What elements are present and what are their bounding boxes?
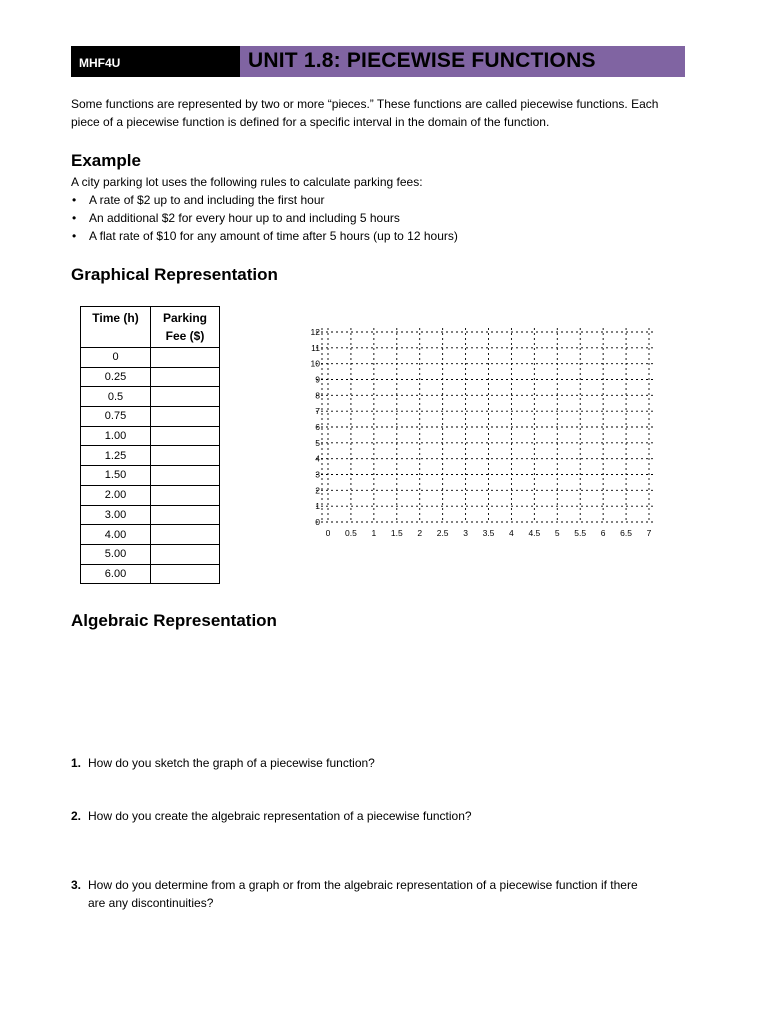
parking-fee-table	[80, 306, 220, 584]
table-row	[81, 407, 220, 427]
fee-cell-blank[interactable]	[151, 564, 220, 584]
time-cell: 0.75	[81, 407, 151, 427]
table-row	[81, 446, 220, 466]
fee-cell-blank[interactable]	[151, 387, 220, 407]
time-cell: 1.00	[81, 426, 151, 446]
example-heading: Example	[71, 151, 141, 170]
time-cell: 4.00	[81, 525, 151, 545]
rule-item: • A flat rate of $10 for any amount of time after 5 hours (up to 12 hours)	[71, 227, 458, 245]
y-tick-label: 12	[310, 327, 320, 337]
question-2	[71, 807, 701, 825]
x-tick-label: 5	[554, 528, 560, 538]
table-row	[81, 348, 220, 368]
table-row	[81, 544, 220, 564]
fee-cell-blank[interactable]	[151, 407, 220, 427]
y-tick-label: 0	[315, 517, 320, 527]
intro-line-2: piece of a piecewise function is defined for a specific interval in the domain of the function.	[71, 115, 550, 129]
table-row	[81, 426, 220, 446]
course-code: MHF4U	[79, 56, 121, 70]
blank-coordinate-grid	[295, 320, 665, 570]
x-tick-label: 1.5	[390, 528, 403, 538]
y-tick-label: 7	[315, 406, 320, 417]
question-text: How do you create the algebraic representation of a piecewise function?	[88, 809, 472, 823]
time-cell: 0	[81, 348, 151, 368]
x-tick-label: 1	[371, 528, 377, 538]
fee-cell-blank[interactable]	[151, 466, 220, 486]
fee-cell-blank[interactable]	[151, 426, 220, 446]
table-row	[81, 466, 220, 486]
y-tick-label: 8	[315, 390, 320, 401]
table-row	[81, 505, 220, 525]
y-tick-label: 2	[315, 485, 320, 496]
y-tick-label: 3	[315, 469, 320, 480]
fee-cell-blank[interactable]	[151, 367, 220, 387]
time-cell: 3.00	[81, 505, 151, 525]
table-row	[81, 525, 220, 545]
question-number: 1.	[71, 756, 82, 770]
question-1	[71, 754, 701, 772]
fee-header-line-1: Parking	[162, 311, 207, 325]
x-tick-label: 7	[646, 528, 652, 538]
fee-cell-blank[interactable]	[151, 544, 220, 564]
table-row	[81, 485, 220, 505]
table-row	[81, 387, 220, 407]
rules-list	[71, 191, 458, 245]
x-tick-label: 3.5	[482, 528, 495, 538]
x-tick-label: 2.5	[436, 528, 449, 538]
x-tick-label: 6	[600, 528, 606, 538]
question-text-continued: are any discontinuities?	[88, 896, 214, 910]
y-tick-label: 11	[311, 342, 320, 353]
time-cell: 6.00	[81, 564, 151, 584]
table-header-row	[81, 307, 220, 348]
page-title: UNIT 1.8: PIECEWISE FUNCTIONS	[248, 49, 596, 72]
fee-cell-blank[interactable]	[151, 505, 220, 525]
fee-cell-blank[interactable]	[151, 446, 220, 466]
time-cell: 0.25	[81, 367, 151, 387]
x-tick-label: 6.5	[620, 528, 632, 538]
x-tick-label: 3	[463, 528, 468, 538]
title-banner	[240, 46, 685, 77]
fee-column-header	[151, 307, 220, 348]
time-cell: 0.5	[81, 387, 151, 407]
question-text: How do you determine from a graph or from the algebraic representation of a piecewise function if there	[88, 878, 638, 892]
x-tick-label: 0.5	[345, 528, 357, 538]
y-tick-label: 10	[310, 358, 320, 369]
table-body	[81, 348, 220, 584]
x-tick-label: 4.5	[528, 528, 541, 538]
table-row	[81, 367, 220, 387]
example-text: A city parking lot uses the following rules to calculate parking fees:	[71, 175, 423, 189]
y-tick-label: 9	[315, 374, 320, 385]
question-text: How do you sketch the graph of a piecewise function?	[88, 756, 375, 770]
rule-item: • An additional $2 for every hour up to and including 5 hours	[71, 209, 458, 227]
time-cell: 1.25	[81, 446, 151, 466]
rule-item: • A rate of $2 up to and including the first hour	[71, 191, 458, 209]
x-tick-label: 4	[509, 528, 514, 538]
fee-cell-blank[interactable]	[151, 485, 220, 505]
question-number: 2.	[71, 809, 82, 823]
fee-header-line-2: Fee ($)	[165, 329, 205, 343]
time-column-header: Time (h)	[81, 307, 151, 348]
x-tick-label: 2	[417, 528, 423, 538]
y-tick-label: 6	[315, 422, 320, 432]
table-row	[81, 564, 220, 584]
intro-line-1: Some functions are represented by two or more “pieces.” These functions are called piecewise functions. Each	[71, 97, 659, 111]
time-cell: 2.00	[81, 485, 151, 505]
time-cell: 5.00	[81, 544, 151, 564]
x-tick-label: 0	[325, 528, 331, 538]
x-tick-label: 5.5	[574, 528, 587, 538]
intro-paragraph	[71, 95, 701, 131]
fee-cell-blank[interactable]	[151, 348, 220, 368]
question-number: 3.	[71, 878, 82, 892]
course-code-banner	[71, 46, 240, 77]
graphical-heading: Graphical Representation	[71, 265, 278, 284]
algebraic-heading: Algebraic Representation	[71, 611, 277, 630]
y-tick-label: 5	[315, 437, 320, 448]
fee-cell-blank[interactable]	[151, 525, 220, 545]
y-tick-label: 1	[315, 501, 320, 512]
time-cell: 1.50	[81, 466, 151, 486]
y-tick-label: 4	[315, 453, 320, 464]
question-3	[71, 876, 701, 912]
